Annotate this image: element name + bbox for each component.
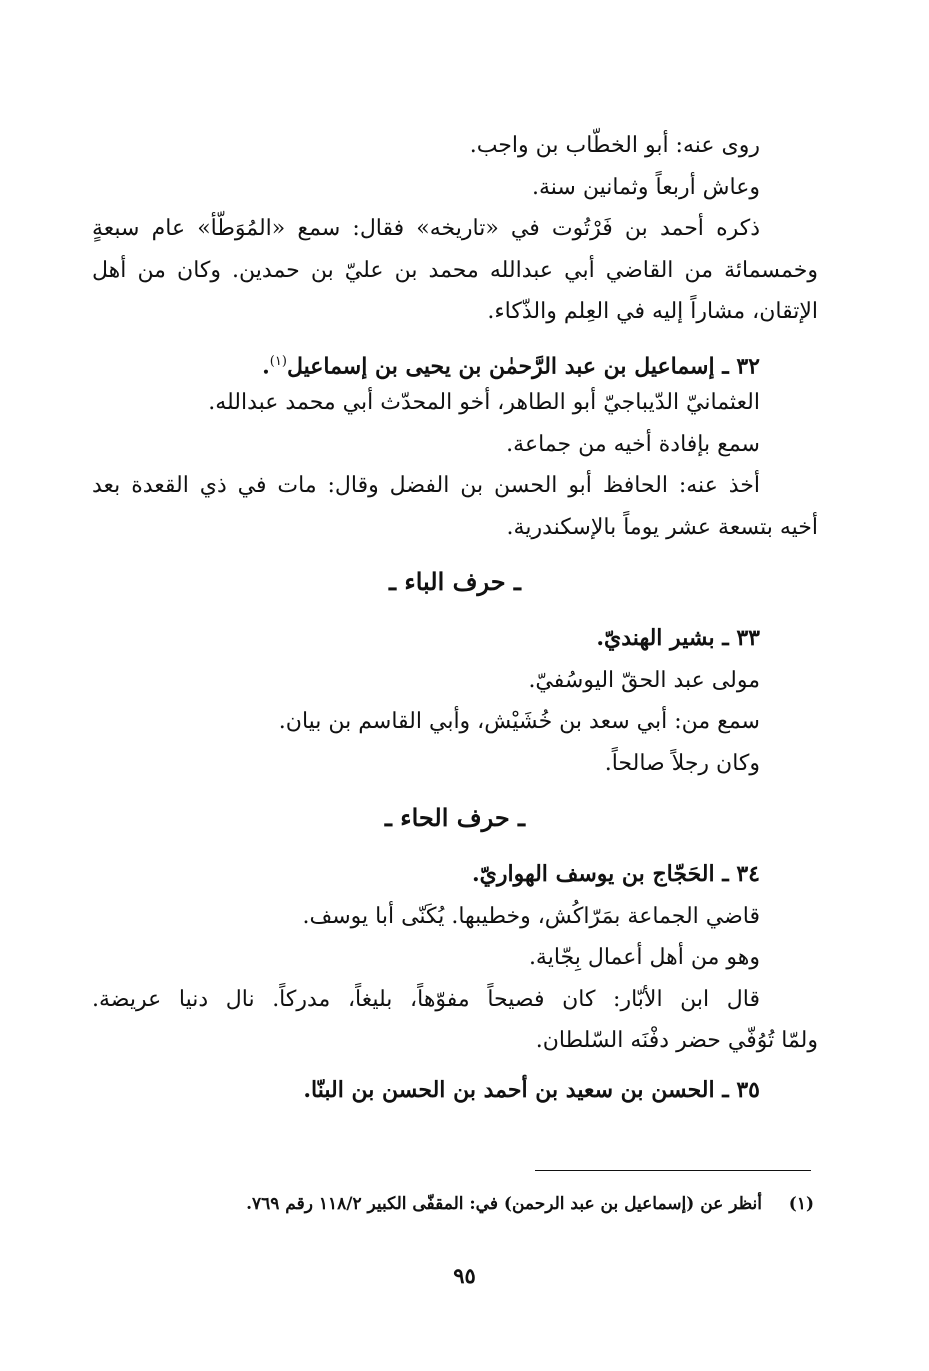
section-heading-ba: ـ حرف الباء ـ (389, 567, 521, 596)
entry-33-title: ٣٣ ـ بشير الهنديّ. (596, 625, 760, 651)
entry-32-title (92, 341, 818, 383)
footnote (150, 1190, 814, 1218)
entry-32-line-1: العثمانيّ الدّيباجيّ أبو الطاهر، أخو المحدّث أبي محمد عبدالله. (208, 390, 760, 415)
page-body (92, 125, 818, 1111)
entry-31-line-1: روى عنه: أبو الخطّاب بن واجب. (469, 133, 760, 158)
footnote-number: (١) (788, 1194, 814, 1214)
entry-31-line-3: ذكره أحمد بن فَرْتُوت في «تاريخه» فقال: سمع «المُوَطّأ» عام سبعةٍ (92, 216, 760, 241)
entry-32-line-4: أخيه بتسعة عشر يوماً بالإسكندرية. (506, 514, 818, 540)
entry-34-line-1: قاضي الجماعة بمَرّاكُش، وخطيبها. يُكَنّى أبا يوسف. (302, 903, 760, 929)
section-heading-ha: ـ حرف الحاء ـ (384, 803, 526, 832)
entry-34-line-2: وهو من أهل أعمال بِجّاية. (528, 945, 760, 970)
entry-35-title: ٣٥ ـ الحسن بن سعيد بن أحمد بن الحسن بن البنّا. (303, 1076, 760, 1103)
page-number: ٩٥ (453, 1263, 476, 1288)
entry-32-line-2: سمع بإفادة أخيه من جماعة. (506, 431, 760, 457)
entry-32-title-text: ٣٢ ـ إسماعيل بن عبد الرَّحمٰن بن يحيى بن إسماعيل (286, 352, 760, 379)
entry-32-title-end: . (262, 352, 270, 379)
entry-31-line-4: وخمسمائة من القاضي أبي عبدالله محمد بن عليّ بن حمدين. وكان من أهل (92, 257, 818, 283)
entry-32-line-3: أخذ عنه: الحافظ أبو الحسن بن الفضل وقال: مات في ذي القعدة بعد (92, 473, 760, 498)
footnote-text: أنظر عن (إسماعيل بن عبد الرحمن) في: المقفّى الكبير ١١٨/٢ رقم ٧٦٩. (246, 1194, 762, 1214)
entry-33-line-1: مولى عبد الحقّ اليوسُفيّ. (528, 667, 760, 693)
entry-34-line-3: قال ابن الأبّار: كان فصيحاً مفوّهاً، بليغاً، مدركاً. نال دنيا عريضة. (92, 986, 760, 1012)
footnote-marker: (١) (269, 353, 287, 369)
footnote-divider (535, 1170, 811, 1171)
entry-31-line-2: وعاش أربعاً وثمانين سنة. (531, 174, 760, 200)
entry-33-line-2: سمع من: أبي سعد بن خُشَيْش، وأبي القاسم بن بيان. (278, 709, 760, 734)
entry-34-title: ٣٤ ـ الحَجّاج بن يوسف الهواريّ. (471, 861, 760, 887)
entry-34-line-4: ولمّا تُوُفّي حضر دفْنَه السّلطان. (535, 1028, 818, 1053)
entry-31-line-5: الإتقان، مشاراً إليه في العِلم والذّكاء. (487, 299, 818, 324)
entry-33-line-3: وكان رجلاً صالحاً. (604, 750, 760, 776)
